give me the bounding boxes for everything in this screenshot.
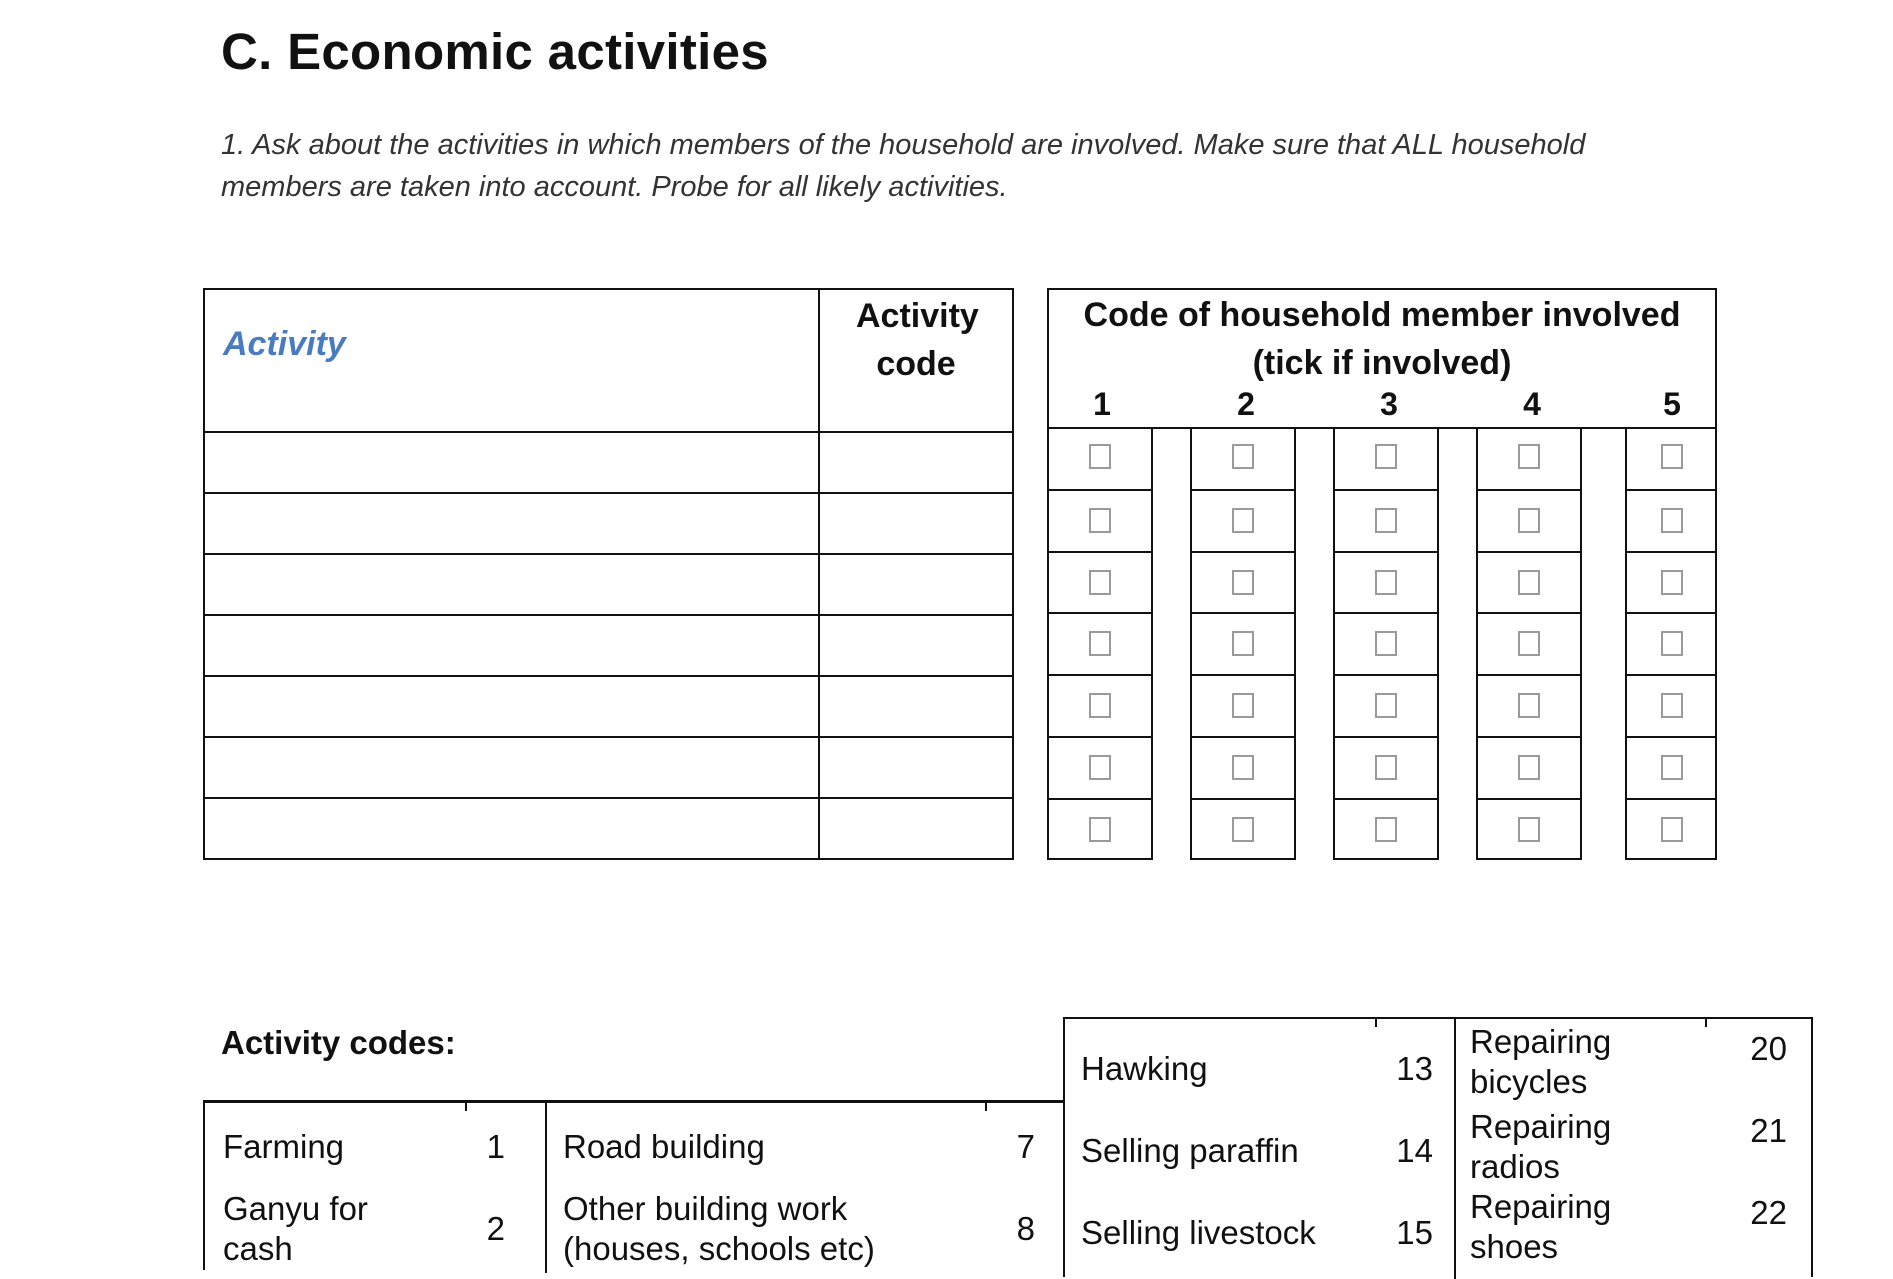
activity-code-name: Selling livestock bbox=[1081, 1214, 1316, 1251]
member-checkbox[interactable] bbox=[1375, 693, 1397, 718]
table-row bbox=[204, 432, 1013, 493]
member-checkbox[interactable] bbox=[1089, 755, 1111, 780]
member-checkbox[interactable] bbox=[1232, 817, 1254, 842]
activity-code-input[interactable] bbox=[819, 615, 1013, 676]
activity-input[interactable] bbox=[204, 737, 819, 798]
activity-input[interactable] bbox=[204, 676, 819, 737]
activity-code-number: 7 bbox=[1016, 1128, 1035, 1165]
activity-code-number: 8 bbox=[1016, 1210, 1035, 1247]
activity-code-input[interactable] bbox=[819, 737, 1013, 798]
member-checkbox[interactable] bbox=[1089, 508, 1111, 533]
activity-code-column-header: Activity code bbox=[819, 289, 1013, 432]
member-code-header bbox=[1047, 288, 1717, 429]
activity-code-input[interactable] bbox=[819, 554, 1013, 615]
member-checkbox[interactable] bbox=[1375, 570, 1397, 595]
member-checkbox[interactable] bbox=[1661, 508, 1683, 533]
member-checkbox[interactable] bbox=[1089, 631, 1111, 656]
activity-code-name: Selling paraffin bbox=[1081, 1132, 1299, 1169]
activity-code-number: 21 bbox=[1750, 1112, 1787, 1149]
activity-input[interactable] bbox=[204, 432, 819, 493]
member-code-header-title: Code of household member involved (tick if involved) bbox=[1083, 296, 1681, 382]
member-checkbox[interactable] bbox=[1518, 508, 1540, 533]
activity-code-number: 13 bbox=[1396, 1050, 1433, 1087]
activity-input[interactable] bbox=[204, 493, 819, 554]
member-number-2: 2 bbox=[1237, 386, 1255, 422]
activity-code-name: Other building work (houses, schools etc) bbox=[563, 1190, 875, 1267]
member-checkbox[interactable] bbox=[1375, 508, 1397, 533]
activity-code-input[interactable] bbox=[819, 798, 1013, 859]
member-checkbox[interactable] bbox=[1518, 817, 1540, 842]
member-column-4 bbox=[1476, 427, 1582, 860]
instruction-text: 1. Ask about the activities in which members of the household are involved. Make sure that ALL household members are taken into account. Probe for all likely activities. bbox=[221, 129, 1586, 203]
activity-codes-right-box bbox=[1063, 1017, 1813, 1277]
activity-input[interactable] bbox=[204, 798, 819, 859]
activity-code-number: 1 bbox=[486, 1128, 505, 1165]
table-row bbox=[204, 676, 1013, 737]
activity-table bbox=[203, 288, 1014, 860]
member-checkbox[interactable] bbox=[1661, 570, 1683, 595]
activity-codes-left-box bbox=[203, 1100, 1065, 1270]
member-checkbox[interactable] bbox=[1375, 444, 1397, 469]
member-checkbox[interactable] bbox=[1518, 755, 1540, 780]
activity-codes-label: Activity codes: bbox=[221, 1024, 456, 1061]
member-checkbox[interactable] bbox=[1089, 693, 1111, 718]
table-row bbox=[204, 554, 1013, 615]
activity-code-number: 15 bbox=[1396, 1214, 1433, 1251]
activity-code-number: 20 bbox=[1750, 1030, 1787, 1067]
activity-code-number: 14 bbox=[1396, 1132, 1433, 1169]
activity-input[interactable] bbox=[204, 615, 819, 676]
member-number-3: 3 bbox=[1380, 386, 1398, 422]
member-column-2 bbox=[1190, 427, 1296, 860]
activity-code-input[interactable] bbox=[819, 676, 1013, 737]
member-checkbox[interactable] bbox=[1661, 755, 1683, 780]
member-checkbox[interactable] bbox=[1089, 817, 1111, 842]
member-checkbox[interactable] bbox=[1089, 444, 1111, 469]
member-column-3 bbox=[1333, 427, 1439, 860]
activity-code-name: Farming bbox=[223, 1128, 345, 1165]
member-checkbox[interactable] bbox=[1518, 444, 1540, 469]
member-checkbox[interactable] bbox=[1232, 570, 1254, 595]
member-checkbox[interactable] bbox=[1661, 631, 1683, 656]
table-row bbox=[204, 798, 1013, 859]
member-checkbox[interactable] bbox=[1518, 570, 1540, 595]
member-column-5 bbox=[1625, 427, 1717, 860]
member-number-1: 1 bbox=[1093, 386, 1111, 422]
member-checkbox[interactable] bbox=[1232, 444, 1254, 469]
member-checkbox[interactable] bbox=[1375, 755, 1397, 780]
table-row bbox=[204, 615, 1013, 676]
member-checkbox[interactable] bbox=[1518, 631, 1540, 656]
member-checkbox[interactable] bbox=[1661, 444, 1683, 469]
member-number-4: 4 bbox=[1523, 386, 1541, 422]
member-checkbox[interactable] bbox=[1375, 631, 1397, 656]
member-checkbox[interactable] bbox=[1232, 755, 1254, 780]
member-number-5: 5 bbox=[1663, 386, 1681, 422]
activity-code-number: 2 bbox=[486, 1210, 505, 1247]
member-checkbox[interactable] bbox=[1661, 817, 1683, 842]
activity-code-name: Hawking bbox=[1081, 1050, 1208, 1087]
activity-code-number: 22 bbox=[1750, 1194, 1787, 1231]
activity-code-input[interactable] bbox=[819, 493, 1013, 554]
table-row bbox=[204, 737, 1013, 798]
member-column-1 bbox=[1047, 427, 1153, 860]
member-checkbox[interactable] bbox=[1232, 631, 1254, 656]
section-title: C. Economic activities bbox=[221, 23, 769, 80]
member-checkbox[interactable] bbox=[1089, 570, 1111, 595]
member-checkbox[interactable] bbox=[1232, 693, 1254, 718]
activity-code-name: Repairing bicycles bbox=[1470, 1023, 1612, 1100]
table-row bbox=[204, 493, 1013, 554]
activity-code-name: Road building bbox=[563, 1128, 765, 1165]
member-checkbox[interactable] bbox=[1661, 693, 1683, 718]
member-checkbox[interactable] bbox=[1375, 817, 1397, 842]
activity-column-header: Activity bbox=[204, 289, 819, 432]
activity-code-name: Ganyu for cash bbox=[223, 1190, 368, 1267]
activity-code-name: Repairing radios bbox=[1470, 1108, 1612, 1185]
member-checkbox[interactable] bbox=[1232, 508, 1254, 533]
member-checkbox[interactable] bbox=[1518, 693, 1540, 718]
activity-input[interactable] bbox=[204, 554, 819, 615]
activity-code-input[interactable] bbox=[819, 432, 1013, 493]
activity-code-name: Repairing shoes bbox=[1470, 1188, 1612, 1265]
